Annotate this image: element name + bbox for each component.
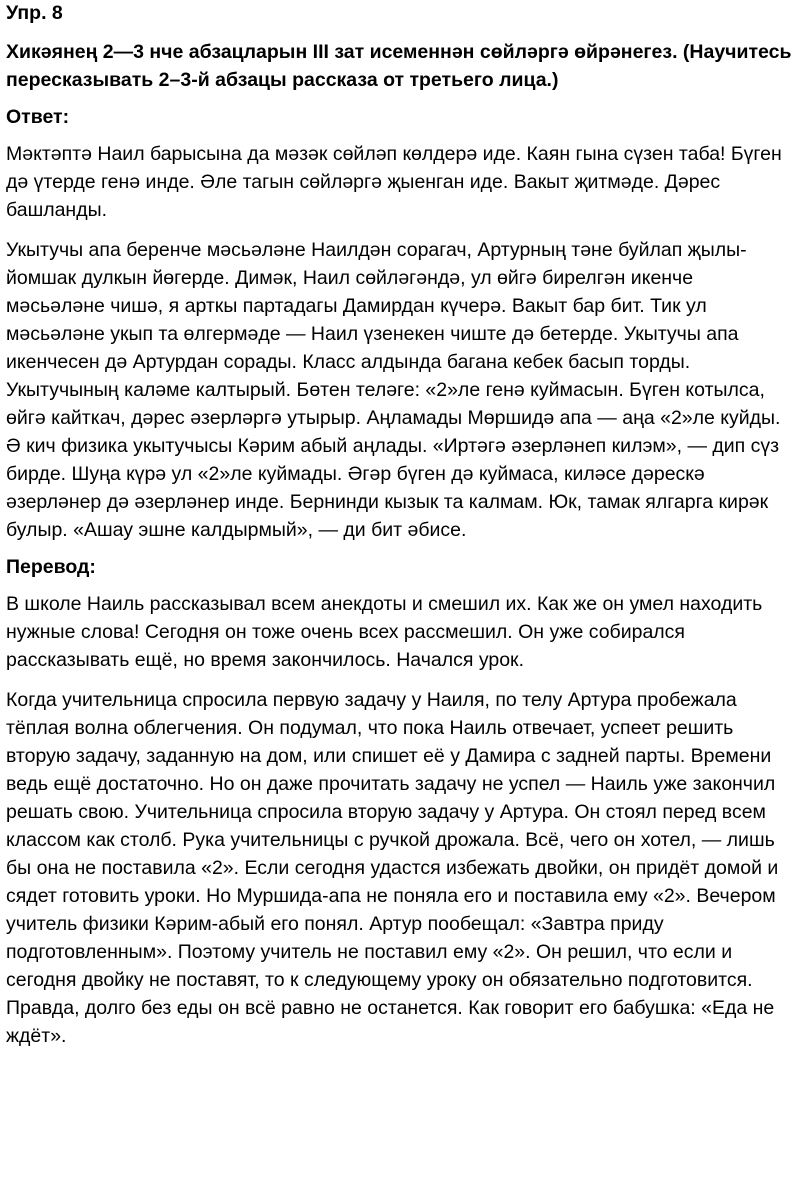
exercise-title: Упр. 8 <box>6 2 63 24</box>
exercise-task: Хикәянең 2—3 нче абзацларын III зат исеменнән сөйләргә өйрәнегез. (Научитесь пересказывать 2–3-й абзацы рассказа от третьего лица.) <box>6 41 792 91</box>
answer-heading: Ответ: <box>6 106 70 128</box>
translation-paragraph-2: Когда учительница спросила первую задачу у Наиля, по телу Артура пробежала тёплая волна облегчения. Он подумал, что пока Наиль отвечает, успеет решить вторую задачу, заданную на дом, или спишет её у Дамира с задней парты. Времени ведь ещё достаточно. Но он даже прочитать задачу не успел — Наиль уже закончил решать свою. Учительница спросила вторую задачу у Артура. Он стоял перед всем классом как столб. Рука учительницы с ручкой дрожала. Всё, чего он хотел, — лишь бы она не поставила «2». Если сегодня удастся избежать двойки, он придёт домой и сядет готовить уроки. Но Муршида-апа не поняла его и поставила ему «2». Вечером учитель физики Кәрим-абый его понял. Артур пообещал: «Завтра приду подготовленным». Поэтому учитель не поставил ему «2». Он решил, что если и сегодня двойку не поставят, то к следующему уроку он обязательно подготовится. Правда, долго без еды он всё равно не останется. Как говорит его бабушка: «Еда не ждёт». <box>6 689 779 1047</box>
answer-paragraph-1: Мәктәптә Наил барысына да мәзәк сөйләп көлдерә иде. Каян гына сүзен таба! Бүген дә үтерде генә инде. Әле тагын сөйләргә җыенган иде. Вакыт җитмәде. Дәрес башланды. <box>6 143 782 221</box>
translation-heading: Перевод: <box>6 556 96 578</box>
answer-paragraph-2: Укытучы апа беренче мәсьәләне Наилдән сорагач, Артурның тәне буйлап җылы-йомшак дулкын йөгерде. Димәк, Наил сөйләгәндә, ул өйгә бирелгән икенче мәсьәләне чишә, я арткы партадагы Дамирдан күчерә. Вакыт бар бит. Тик ул мәсьәләне укып та өлгермәде — Наил үзенекен чиште дә бетерде. Укытучы апа икенчесен дә Артурдан сорады. Класс алдында багана кебек басып торды. Укытучының каләме калтырый. Бөтен теләге: «2»ле генә куймасын. Бүген котылса, өйгә кайткач, дәрес әзерләргә утырыр. Аңламады Мөршидә апа — аңа «2»ле куйды. Ә кич физика укытучысы Кәрим абый аңлады. «Иртәгә әзерләнеп килэм», — дип сүз бирде. Шуңа күрә ул «2»ле куймады. Әгәр бүген дә куймаса, киләсе дәрескә әзерләнер дә әзерләнер инде. Бернинди кызык та калмам. Юк, тамак ялгарга кирәк булыр. «Ашау эшне калдырмый», — ди бит әбисе. <box>6 239 781 541</box>
translation-paragraph-1: В школе Наиль рассказывал всем анекдоты и смешил их. Как же он умел находить нужные слова! Сегодня он тоже очень всех рассмешил. Он уже собирался рассказывать ещё, но время закончилось. Начался урок. <box>6 593 763 671</box>
